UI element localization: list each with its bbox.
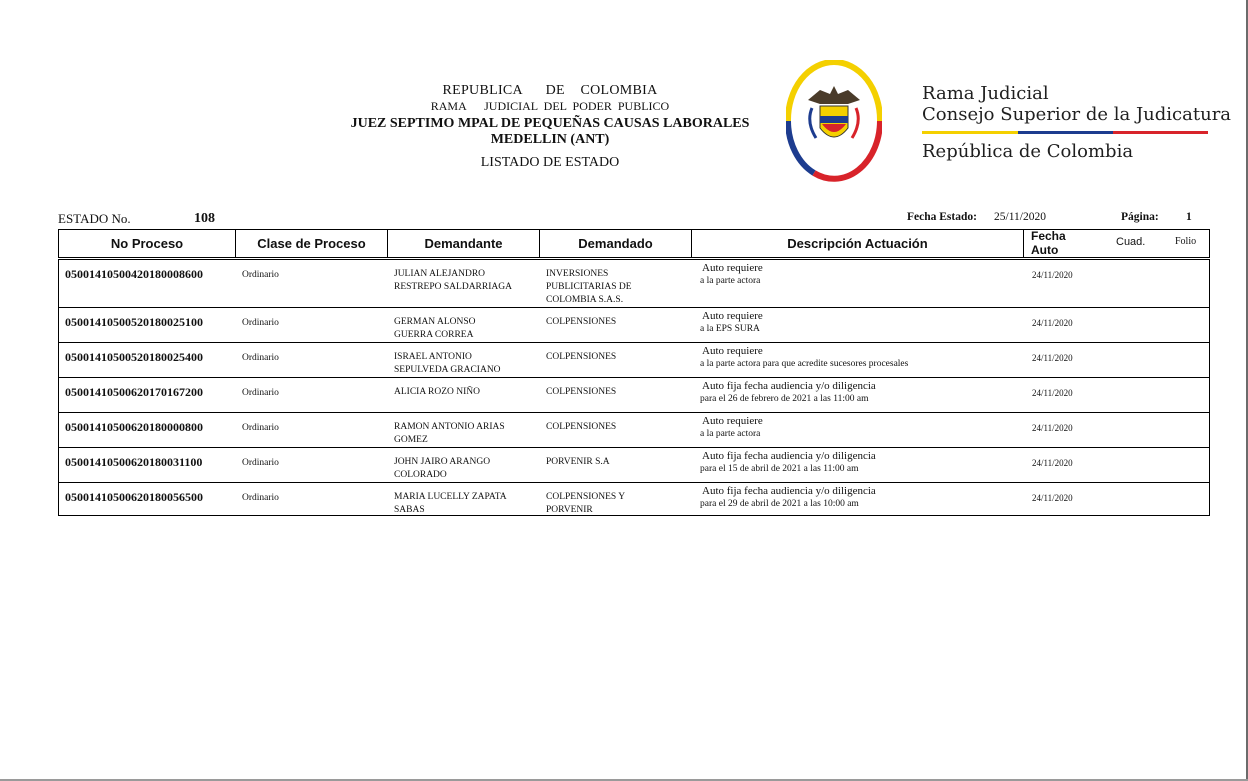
- col-fecha-auto: [1031, 229, 1066, 257]
- row-actuacion: Auto requiere a la parte actora: [700, 415, 763, 439]
- header-branch: RAMA JUDICIAL DEL PODER PUBLICO: [430, 99, 670, 113]
- brand-rama-judicial: Rama Judicial: [922, 83, 1049, 104]
- row-proceso: 05001410500520180025100: [65, 315, 203, 329]
- row-clase: Ordinario: [242, 493, 279, 503]
- row-clase: Ordinario: [242, 388, 279, 398]
- row-demandado: INVERSIONES PUBLICITARIAS DE COLOMBIA S.A.S.: [546, 269, 632, 305]
- row-fecha: 24/11/2020: [1032, 493, 1073, 503]
- fecha-estado-value: 25/11/2020: [994, 211, 1046, 223]
- row-actuacion: Auto requiere a la EPS SURA: [700, 310, 763, 334]
- row-demandante: GERMAN ALONSO GUERRA CORREA: [394, 317, 476, 340]
- table-row: [59, 308, 1209, 343]
- header-document-title: LISTADO DE ESTADO: [480, 155, 620, 170]
- col-fecha-line2: Auto: [1031, 243, 1059, 257]
- table-row: [59, 343, 1209, 378]
- row-demandante: RAMON ANTONIO ARIAS GOMEZ: [394, 422, 505, 445]
- col-folio: Folio: [1175, 236, 1197, 247]
- row-actuacion: Auto requiere a la parte actora: [700, 262, 763, 286]
- col-fecha-line1: Fecha: [1031, 229, 1066, 243]
- row-actuacion: Auto fija fecha audiencia y/o diligencia para el 29 de abril de 2021 a las 10:00 am: [700, 485, 876, 509]
- header-court: JUEZ SEPTIMO MPAL DE PEQUEÑAS CAUSAS LABORALES: [350, 116, 750, 131]
- row-proceso: 05001410500620180031100: [65, 455, 203, 469]
- brand-consejo: Consejo Superior de la Judicatura: [922, 104, 1232, 125]
- row-demandado: COLPENSIONES: [546, 422, 617, 432]
- pagina-label: Página:: [1121, 211, 1159, 223]
- header-country: REPUBLICA DE COLOMBIA: [442, 83, 658, 98]
- row-demandante: ISRAEL ANTONIO SEPULVEDA GRACIANO: [394, 352, 501, 375]
- table-row: [59, 413, 1209, 448]
- pagina-value: 1: [1186, 211, 1192, 223]
- estado-label: ESTADO No.: [58, 211, 131, 226]
- table-row: [59, 483, 1209, 516]
- table-row: [59, 260, 1209, 308]
- row-proceso: 05001410500620180000800: [65, 420, 203, 434]
- row-clase: Ordinario: [242, 458, 279, 468]
- row-actuacion: Auto fija fecha audiencia y/o diligencia para el 26 de febrero de 2021 a las 11:00 am: [700, 380, 876, 404]
- table-row: [59, 448, 1209, 483]
- row-demandante: JOHN JAIRO ARANGO COLORADO: [394, 457, 491, 480]
- row-demandante: JULIAN ALEJANDRO RESTREPO SALDARRIAGA: [394, 269, 512, 292]
- row-clase: Ordinario: [242, 353, 279, 363]
- row-demandado: COLPENSIONES Y PORVENIR: [546, 492, 626, 515]
- row-demandado: COLPENSIONES: [546, 317, 617, 327]
- row-clase: Ordinario: [242, 270, 279, 280]
- fecha-estado-label: Fecha Estado:: [907, 211, 977, 223]
- table-body: [58, 259, 1210, 516]
- col-demandante: Demandante: [388, 230, 540, 257]
- row-demandante: MARIA LUCELLY ZAPATA SABAS: [394, 492, 507, 515]
- row-fecha: 24/11/2020: [1032, 388, 1073, 398]
- row-proceso: 05001410500620170167200: [65, 385, 203, 399]
- col-demandado: Demandado: [540, 230, 692, 257]
- row-clase: Ordinario: [242, 318, 279, 328]
- row-proceso: 05001410500420180008600: [65, 267, 203, 281]
- row-proceso: 05001410500520180025400: [65, 350, 203, 364]
- row-demandado: PORVENIR S.A: [546, 457, 610, 467]
- header-city: MEDELLIN (ANT): [490, 132, 610, 147]
- row-fecha: 24/11/2020: [1032, 318, 1073, 328]
- row-clase: Ordinario: [242, 423, 279, 433]
- row-fecha: 24/11/2020: [1032, 458, 1073, 468]
- row-demandado: COLPENSIONES: [546, 352, 617, 362]
- rama-judicial-logo: [786, 60, 882, 182]
- col-descripcion: Descripción Actuación: [692, 230, 1024, 257]
- row-fecha: 24/11/2020: [1032, 423, 1073, 433]
- row-demandante: ALICIA ROZO NIÑO: [394, 387, 481, 397]
- row-actuacion: Auto requiere a la parte actora para que acredite sucesores procesales: [700, 345, 909, 369]
- row-fecha: 24/11/2020: [1032, 353, 1073, 363]
- table-row: [59, 378, 1209, 413]
- table-header: [58, 229, 1210, 258]
- row-actuacion: Auto fija fecha audiencia y/o diligencia para el 15 de abril de 2021 a las 11:00 am: [700, 450, 876, 474]
- col-clase: Clase de Proceso: [236, 230, 388, 257]
- row-proceso: 05001410500620180056500: [65, 490, 203, 504]
- brand-tricolor-line: [922, 131, 1208, 134]
- col-cuad: Cuad.: [1116, 236, 1146, 248]
- brand-republica: República de Colombia: [922, 141, 1134, 162]
- col-proceso: No Proceso: [59, 230, 236, 257]
- estado-number: 108: [194, 211, 215, 226]
- row-demandado: COLPENSIONES: [546, 387, 617, 397]
- row-fecha: 24/11/2020: [1032, 270, 1073, 280]
